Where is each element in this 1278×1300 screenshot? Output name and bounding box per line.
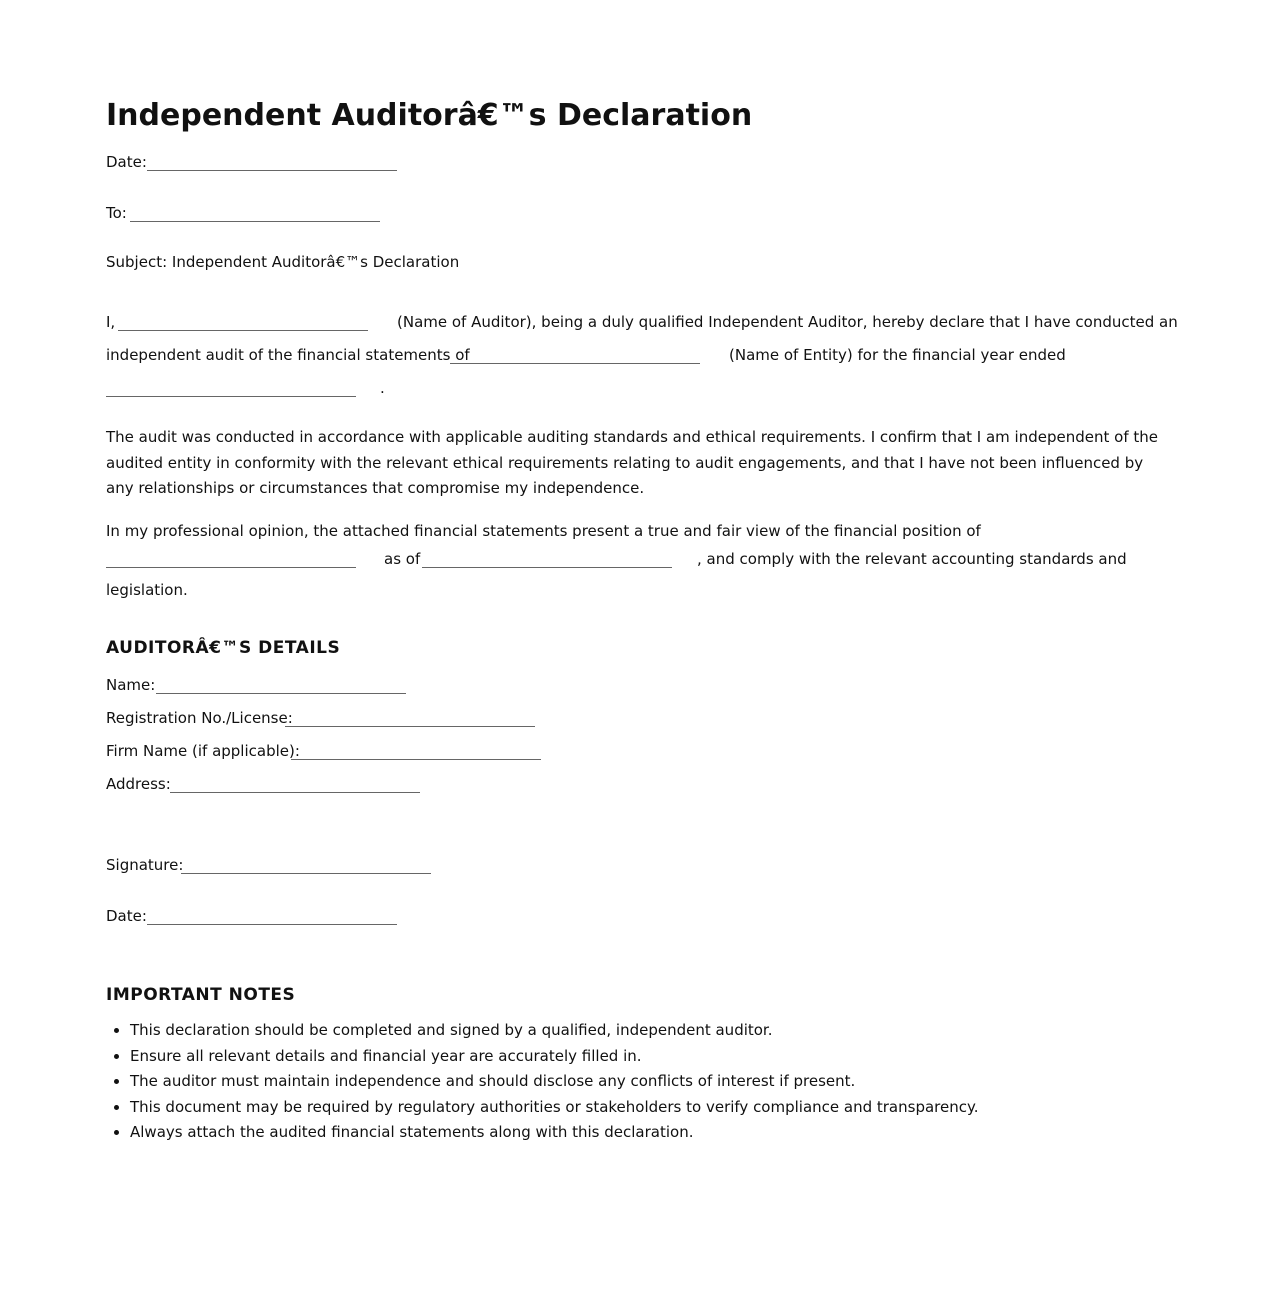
declaration-line-2: independent audit of the financial statements of <box>106 346 470 364</box>
to-label: To: <box>106 204 127 222</box>
declaration-period: . <box>380 379 385 397</box>
address-label: Address: <box>106 775 171 793</box>
entity-name-blank[interactable] <box>450 363 700 364</box>
auditor-details-heading: AUDITORÂ€™S DETAILS <box>106 638 341 658</box>
entity-name-hint: (Name of Entity) for the financial year ended <box>729 346 1066 364</box>
subject-line: Subject: Independent Auditorâ€™s Declaration <box>106 253 460 271</box>
registration-label: Registration No./License: <box>106 709 293 727</box>
list-item: • This declaration should be completed and signed by a qualified, independent auditor. <box>130 1018 979 1044</box>
registration-field[interactable] <box>285 726 535 727</box>
firm-name-label: Firm Name (if applicable): <box>106 742 300 760</box>
signature-field[interactable] <box>181 873 431 874</box>
to-blank[interactable] <box>130 221 380 222</box>
independence-paragraph: The audit was conducted in accordance with applicable auditing standards and ethical requirements. I confirm that I am independent of the audited entity in conformity with the relevant ethical requirements relating to audit engagements, and that I have not been influenced by any relationships or circumstances that compromise my independence. <box>106 428 1158 497</box>
address-field[interactable] <box>170 792 420 793</box>
signoff-date-field[interactable] <box>147 924 397 925</box>
list-item: • Always attach the audited financial statements along with this declaration. <box>130 1120 979 1146</box>
list-item: • Ensure all relevant details and financial year are accurately filled in. <box>130 1044 979 1070</box>
opinion-date-blank[interactable] <box>422 567 672 568</box>
important-notes-heading: IMPORTANT NOTES <box>106 985 296 1005</box>
declaration-prefix: I, <box>106 313 116 331</box>
document-title: Independent Auditorâ€™s Declaration <box>106 98 753 133</box>
list-item: • The auditor must maintain independence and should disclose any conflicts of interest if present. <box>130 1069 979 1095</box>
important-notes-list <box>106 1018 979 1146</box>
auditor-name-field[interactable] <box>156 693 406 694</box>
opinion-line-1: In my professional opinion, the attached financial statements present a true and fair view of the financial position of <box>106 522 981 540</box>
date-blank[interactable] <box>147 170 397 171</box>
auditor-name-blank[interactable] <box>118 330 368 331</box>
opinion-end: legislation. <box>106 581 188 599</box>
signoff-date-label: Date: <box>106 907 147 925</box>
opinion-entity-blank[interactable] <box>106 567 356 568</box>
list-item: • This document may be required by regulatory authorities or stakeholders to verify compliance and transparency. <box>130 1095 979 1121</box>
financial-year-blank[interactable] <box>106 396 356 397</box>
opinion-comply: , and comply with the relevant accounting standards and <box>697 550 1127 568</box>
firm-name-field[interactable] <box>291 759 541 760</box>
auditor-name-label: Name: <box>106 676 156 694</box>
opinion-as-of: as of <box>384 550 421 568</box>
date-label: Date: <box>106 153 147 171</box>
signature-label: Signature: <box>106 856 184 874</box>
auditor-name-hint: (Name of Auditor), being a duly qualified Independent Auditor, hereby declare that I have conducted an <box>397 313 1178 331</box>
